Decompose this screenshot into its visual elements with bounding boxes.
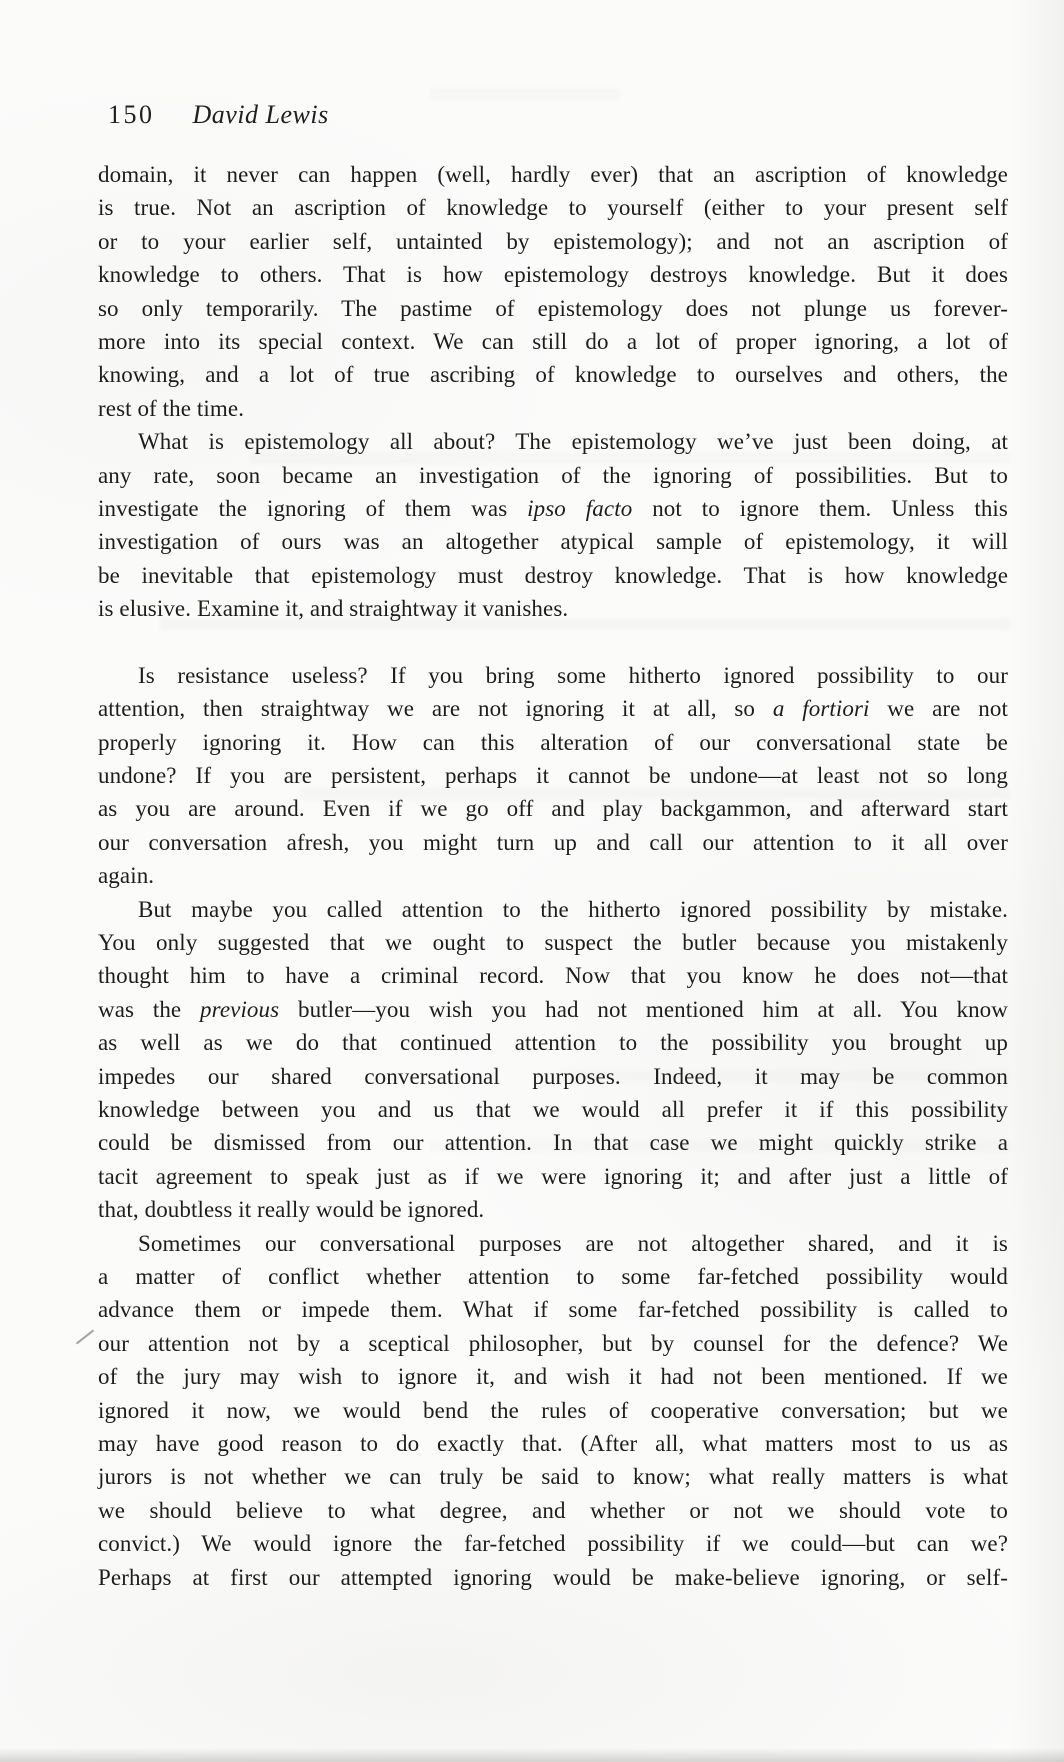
text-line: any rate, soon became an investigation of the ignoring of possibilities. But to <box>98 462 1008 488</box>
text-line: was the previous butler—you wish you had not mentioned him at all. You know <box>98 996 1008 1022</box>
text-line: is elusive. Examine it, and straightway it vanishes. <box>98 596 569 622</box>
text-line: may have good reason to do exactly that. (After all, what matters most to us as <box>98 1431 1008 1457</box>
text-line: so only temporarily. The pastime of epistemology does not plunge us forever- <box>98 295 1008 321</box>
text-line: advance them or impede them. What if some far-fetched possibility is called to <box>98 1297 1008 1323</box>
text-line: thought him to have a criminal record. Now that you know he does not—that <box>98 963 1008 989</box>
scan-edge-right <box>1009 0 1064 1762</box>
text-line: or to your earlier self, untainted by epistemology); and not an ascription of <box>98 228 1008 254</box>
text-line: tacit agreement to speak just as if we were ignoring it; and after just a little of <box>98 1163 1008 1189</box>
text-line: a matter of conflict whether attention to some far-fetched possibility would <box>98 1264 1008 1289</box>
text-line: be inevitable that epistemology must destroy knowledge. That is how knowledge <box>98 562 1008 588</box>
running-head: David Lewis <box>192 100 329 129</box>
text-line: more into its special context. We can still do a lot of proper ignoring, a lot of <box>98 329 1008 355</box>
text-line: that, doubtless it really would be ignored. <box>98 1197 485 1223</box>
text-line: ignored it now, we would bend the rules of cooperative conversation; but we <box>98 1397 1008 1423</box>
bleed-through-smudge <box>430 88 620 114</box>
text-line: as well as we do that continued attention to the possibility you brought up <box>98 1030 1008 1056</box>
text-line: Perhaps at first our attempted ignoring would be make-believe ignoring, or self- <box>98 1564 1008 1590</box>
paragraph <box>98 893 1008 1227</box>
text-line: domain, it never can happen (well, hardly ever) that an ascription of knowledge <box>98 162 1008 187</box>
text-line: Is resistance useless? If you bring some hitherto ignored possibility to our <box>138 662 1008 688</box>
text-line: rest of the time. <box>98 395 245 421</box>
text-line: jurors is not whether we can truly be said to know; what really matters is what <box>98 1464 1008 1490</box>
text-line: undone? If you are persistent, perhaps it cannot be undone—at least not so long <box>98 762 1008 788</box>
text-block <box>98 158 1008 1594</box>
scan-edge-bottom <box>0 1748 1064 1762</box>
text-line: our attention not by a sceptical philosopher, but by counsel for the defence? We <box>98 1330 1008 1356</box>
text-line: of the jury may wish to ignore it, and wish it had not been mentioned. If we <box>98 1364 1008 1390</box>
text-line: we should believe to what degree, and whether or not we should vote to <box>98 1497 1008 1523</box>
page-header <box>108 100 329 130</box>
scan-artifact <box>76 1329 95 1344</box>
paragraph <box>98 425 1008 625</box>
paragraph <box>98 1227 1008 1594</box>
paragraph <box>98 659 1008 893</box>
paragraph <box>98 158 1008 425</box>
text-line: convict.) We would ignore the far-fetched possibility if we could—but can we? <box>98 1531 1008 1557</box>
text-line: impedes our shared conversational purposes. Indeed, it may be common <box>98 1063 1008 1089</box>
text-line: is true. Not an ascription of knowledge to yourself (either to your present self <box>98 195 1008 221</box>
page-number: 150 <box>108 100 155 129</box>
text-line: knowing, and a lot of true ascribing of knowledge to ourselves and others, the <box>98 362 1008 388</box>
text-line: attention, then straightway we are not ignoring it at all, so a fortiori we are not <box>98 696 1008 722</box>
text-line: What is epistemology all about? The epistemology we’ve just been doing, at <box>138 429 1008 455</box>
text-line: knowledge between you and us that we would all prefer it if this possibility <box>98 1096 1008 1122</box>
text-line: our conversation afresh, you might turn up and call our attention to it all over <box>98 829 1008 855</box>
text-line: knowledge to others. That is how epistemology destroys knowledge. But it does <box>98 262 1008 288</box>
text-line: But maybe you called attention to the hitherto ignored possibility by mistake. <box>138 896 1008 922</box>
text-line: could be dismissed from our attention. In that case we might quickly strike a <box>98 1130 1008 1156</box>
text-line: properly ignoring it. How can this alteration of our conversational state be <box>98 729 1008 755</box>
text-line: again. <box>98 863 155 889</box>
text-line: investigation of ours was an altogether atypical sample of epistemology, it will <box>98 529 1008 555</box>
text-line: You only suggested that we ought to suspect the butler because you mistakenly <box>98 929 1008 955</box>
text-line: as you are around. Even if we go off and play backgammon, and afterward start <box>98 796 1008 822</box>
text-line: investigate the ignoring of them was ipso facto not to ignore them. Unless this <box>98 496 1008 522</box>
text-line: Sometimes our conversational purposes are not altogether shared, and it is <box>138 1230 1008 1256</box>
